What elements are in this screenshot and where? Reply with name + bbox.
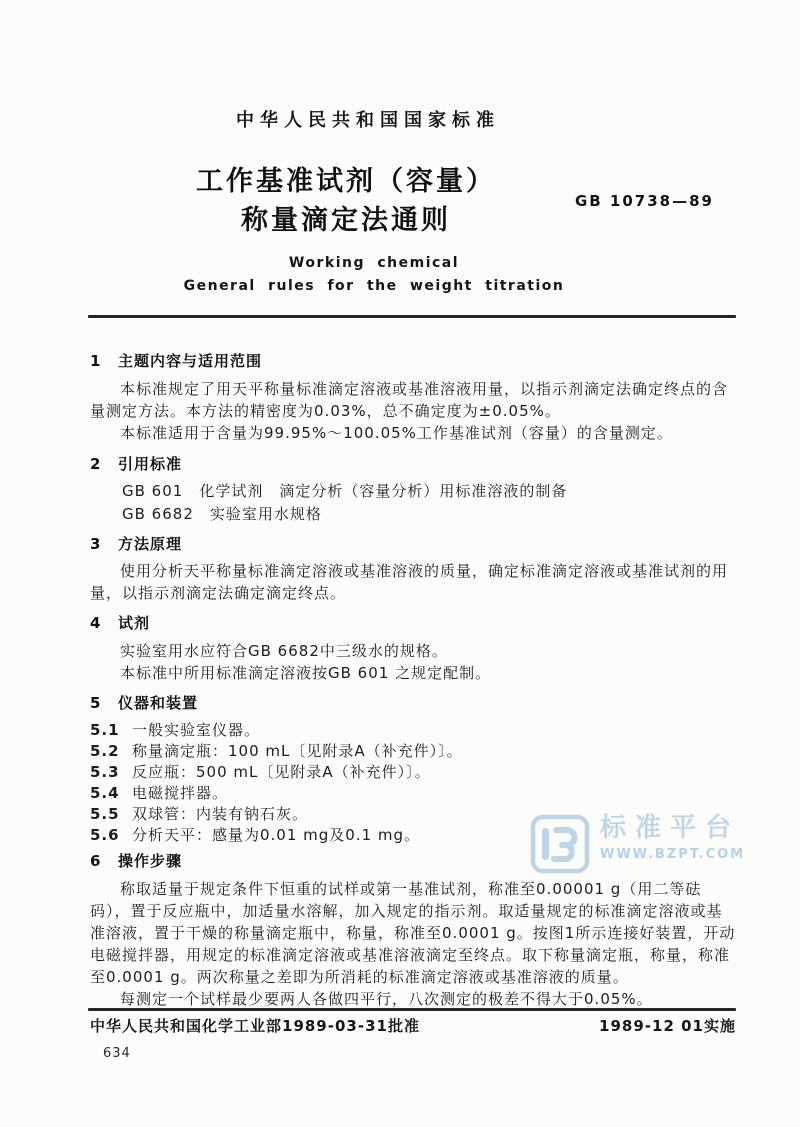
- title-line-2: 称量滴定法通则: [241, 205, 451, 236]
- standard-code: GB 10738—89: [574, 192, 714, 210]
- title-line-1: 工作基准试剂（容量）: [196, 166, 496, 197]
- section-6-title: 操作步骤: [118, 852, 183, 870]
- apparatus-item-number: 5.2: [90, 742, 120, 760]
- apparatus-item-text: 双球管：内装有钠石灰。: [132, 805, 309, 823]
- apparatus-item-number: 5.3: [90, 763, 120, 781]
- apparatus-item-number: 5.6: [90, 826, 120, 844]
- section-6-number: 6: [90, 852, 102, 870]
- apparatus-item-text: 电磁搅拌器。: [132, 784, 229, 802]
- apparatus-item-number: 5.5: [90, 805, 120, 823]
- apparatus-item: [90, 783, 736, 804]
- section-4-number: 4: [90, 614, 102, 632]
- approval-note: 中华人民共和国化学工业部1989-03-31批准: [90, 1017, 420, 1035]
- apparatus-item: [90, 720, 736, 741]
- apparatus-item: [90, 804, 736, 825]
- section-2-heading: [90, 455, 736, 473]
- apparatus-item-number: 5.4: [90, 784, 120, 802]
- section-1-paragraph: 本标准适用于含量为99.95%～100.05%工作基准试剂（容量）的含量测定。: [120, 424, 673, 442]
- section-5-title: 仪器和装置: [118, 694, 199, 712]
- apparatus-item-text: 反应瓶：500 mL〔见附录A（补充件）〕。: [132, 763, 431, 781]
- apparatus-item-text: 分析天平：感量为0.01 mg及0.1 mg。: [132, 826, 421, 844]
- apparatus-item: [90, 741, 736, 762]
- section-3-heading: [90, 535, 736, 553]
- section-1-heading: [90, 352, 736, 370]
- section-4-heading: [90, 614, 736, 632]
- document-title: [100, 162, 592, 240]
- section-1-number: 1: [90, 352, 102, 370]
- implementation-note: 1989-12 01实施: [599, 1017, 736, 1035]
- reference-item: GB 601 化学试剂 滴定分析（容量分析）用标准溶液的制备: [122, 482, 568, 500]
- standard-label: 中华人民共和国国家标准: [236, 110, 500, 131]
- section-3-title: 方法原理: [118, 535, 183, 553]
- reference-list: [90, 480, 736, 526]
- section-5-number: 5: [90, 694, 102, 712]
- english-title-line-2: General rules for the weight titration: [183, 278, 565, 294]
- english-title: [90, 252, 658, 298]
- section-1-paragraph: 本标准规定了用天平称量标准滴定溶液或基准溶液用量，以指示剂滴定法确定终点的含量测定方法。本方法的精密度为0.03%，总不确定度为±0.05%。: [90, 380, 729, 420]
- watermark-url: WWW.BZPT.COM: [600, 847, 746, 862]
- apparatus-item-text: 称量滴定瓶：100 mL〔见附录A（补充件）〕。: [132, 742, 463, 760]
- section-4-paragraph: 本标准中所用标准滴定溶液按GB 601 之规定配制。: [120, 664, 492, 682]
- section-5-heading: [90, 694, 736, 712]
- section-2-title: 引用标准: [118, 455, 183, 473]
- section-3-paragraph: 使用分析天平称量标准滴定溶液或基准溶液的质量，确定标准滴定溶液或基准试剂的用量，以指示剂滴定法确定滴定终点。: [90, 562, 729, 602]
- section-6-paragraph: 称取适量于规定条件下恒重的试样或第一基准试剂，称准至0.00001 g（用二等砝码），置于反应瓶中，加适量水溶解，加入规定的指示剂。取适量规定的标准滴定溶液或基准溶液，置于干燥的称量滴定瓶中，称量，称准至0.0001 g。按图1所示连接好装置，开动电磁搅拌器，用规定的标准滴定溶液或基准溶液滴定至终点。取下称量滴定瓶，称量，称准至0.0001 g。两次称量之差即为所消耗的标准滴定溶液或基准溶液的质量。: [90, 880, 736, 986]
- section-4-title: 试剂: [118, 614, 151, 632]
- section-2-number: 2: [90, 455, 102, 473]
- header-divider: [88, 315, 736, 318]
- section-4-paragraph: 实验室用水应符合GB 6682中三级水的规格。: [120, 642, 448, 660]
- page-number: 634: [103, 1046, 131, 1061]
- apparatus-item-text: 一般实验室仪器。: [132, 721, 261, 739]
- apparatus-item-number: 5.1: [90, 721, 120, 739]
- footer: [90, 1015, 736, 1036]
- section-6-paragraph: 每测定一个试样最少要两人各做四平行，八次测定的极差不得大于0.05%。: [120, 990, 653, 1008]
- section-6-heading: [90, 852, 736, 870]
- reference-item: GB 6682 实验室用水规格: [122, 505, 322, 523]
- apparatus-list: [90, 720, 736, 846]
- document-body: [90, 340, 736, 1010]
- watermark-cn-text: 标准平台: [600, 813, 741, 843]
- section-3-number: 3: [90, 535, 102, 553]
- apparatus-item: [90, 762, 736, 783]
- english-title-line-1: Working chemical: [288, 255, 460, 271]
- apparatus-item: [90, 825, 736, 846]
- section-1-title: 主题内容与适用范围: [118, 352, 263, 370]
